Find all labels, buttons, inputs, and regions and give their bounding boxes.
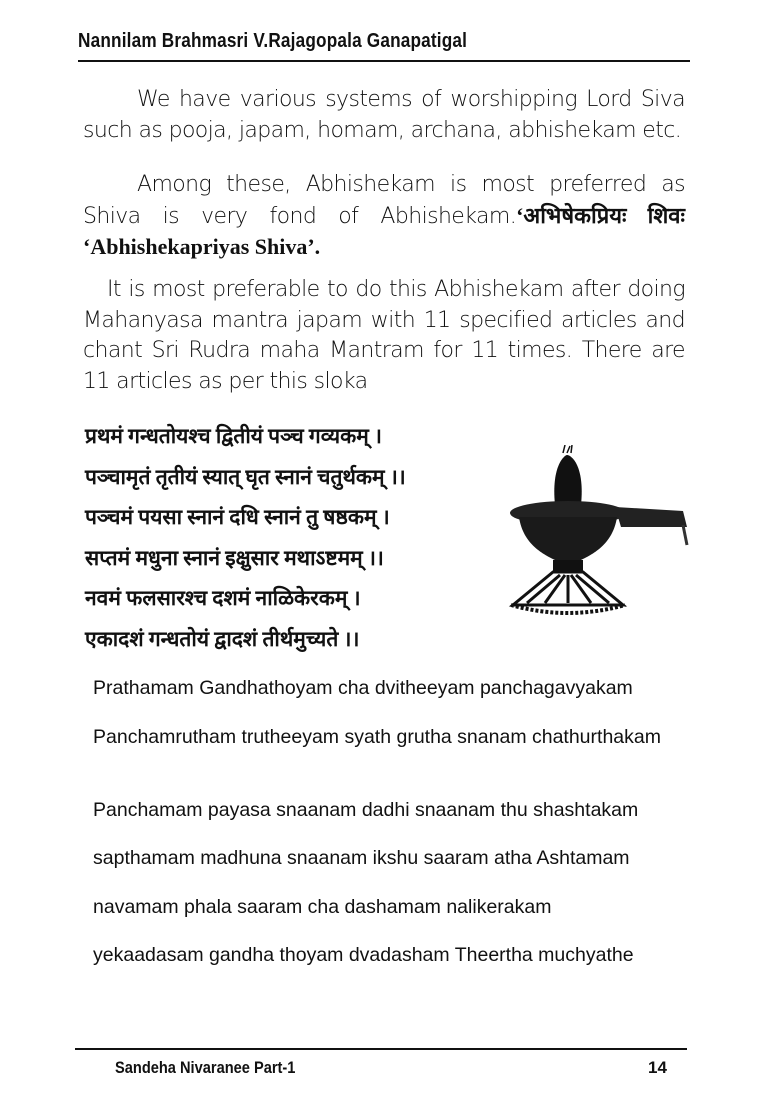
header-rule (78, 60, 690, 62)
sloka-line: पञ्चामृतं तृतीयं स्यात् घृत स्नानं चतुर्थकम् ।। (85, 464, 406, 489)
sloka-line: प्रथमं गन्धतोयश्च द्वितीयं पञ्च गव्यकम् । (85, 424, 383, 448)
sloka-line: नवमं फलसारश्च दशमं नाळिकेरकम् । (85, 586, 361, 610)
shiva-lingam-illustration (505, 445, 695, 645)
running-header: Nannilam Brahmasri V.Rajagopala Ganapatigal (78, 30, 468, 52)
paragraph-3 (83, 275, 685, 397)
paragraph-text: It is most preferable to do this Abhishekam after doing Mahanyasa mantra japam with 11 specified articles and chant Sri Rudra maha Mantram for 11 times. There are 11 articles as per this sloka (83, 277, 685, 394)
transliteration-line: sapthamam madhuna snaanam ikshu saaram atha Ashtamam (93, 847, 630, 869)
paragraph-2 (83, 170, 685, 264)
sanskrit-quote: ‘अभिषेकप्रियः शिवः ‘Abhishekapriyas Shiva’. (83, 202, 685, 259)
paragraph-text: We have various systems of worshipping Lord Siva such as pooja, japam, homam, archana, abhishekam etc. (83, 87, 685, 143)
paragraph-1 (83, 85, 685, 146)
transliteration-line: Prathamam Gandhathoyam cha dvitheeyam panchagavyakam (93, 677, 633, 699)
sloka-line: पञ्चमं पयसा स्नानं दधि स्नानं तु षष्ठकम् । (85, 505, 390, 529)
transliteration-line: navamam phala saaram cha dashamam nalikerakam (93, 896, 552, 918)
sloka-line: एकादशं गन्धतोयं द्वादशं तीर्थमुच्यते ।। (85, 626, 360, 651)
transliteration-line: Panchamrutham trutheeyam syath grutha snanam chathurthakam (93, 726, 661, 748)
footer-rule (75, 1048, 687, 1050)
page-number: 14 (648, 1058, 667, 1077)
sloka-line: सप्तमं मधुना स्नानं इक्षुसार मथाऽष्टमम् ।। (85, 545, 384, 570)
sanskrit-sloka (85, 416, 406, 659)
transliteration-line: yekaadasam gandha thoyam dvadasham Theertha muchyathe (93, 944, 634, 966)
footer-title: Sandeha Nivaranee Part-1 (115, 1058, 296, 1077)
paragraph-text: Among these, Abhishekam is most preferred as Shiva is very fond of Abhishekam. (83, 172, 685, 229)
transliteration-line: Panchamam payasa snaanam dadhi snaanam thu shashtakam (93, 799, 639, 821)
